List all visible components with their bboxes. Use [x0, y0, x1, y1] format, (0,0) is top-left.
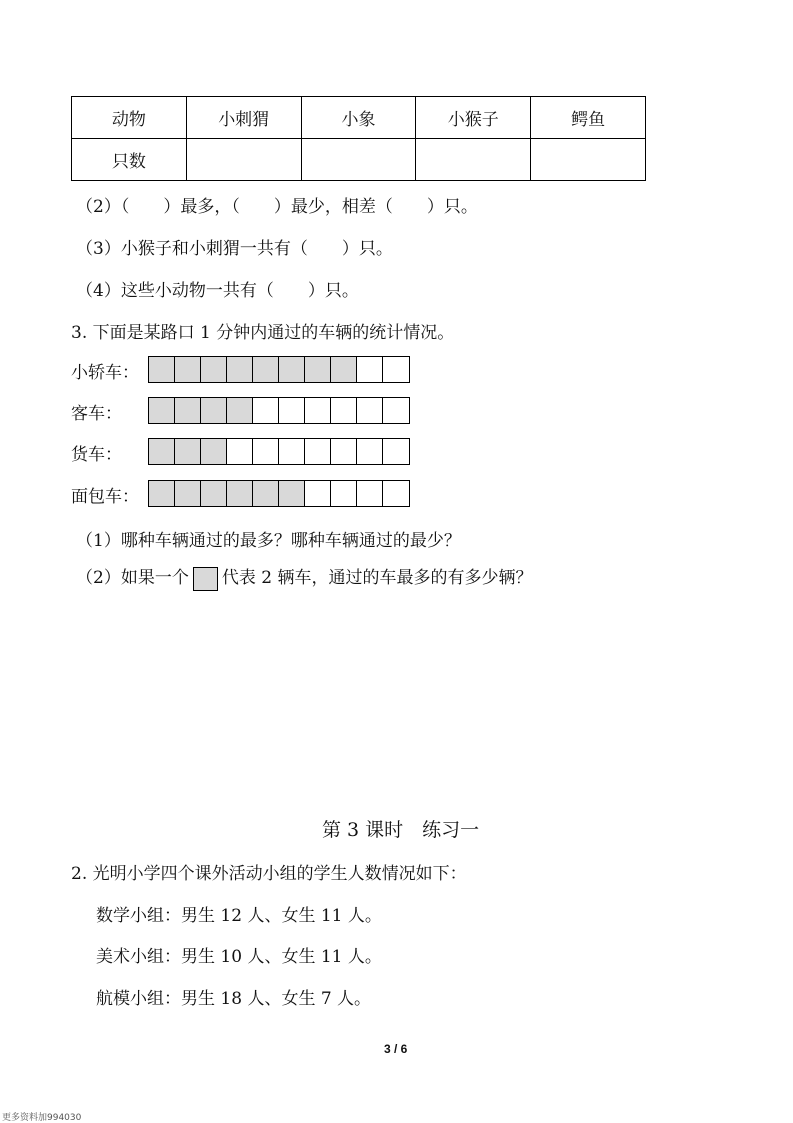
empty-cell — [279, 398, 305, 423]
vehicle-row-label: 客车： — [71, 404, 122, 424]
shaded-cell — [175, 439, 201, 464]
question-2-2: （2）（ ）最多，（ ）最少，相差（ ）只。 — [76, 197, 478, 217]
blank-answer-cell[interactable] — [531, 139, 646, 181]
empty-cell — [383, 398, 409, 423]
shaded-cell — [201, 398, 227, 423]
shaded-cell — [201, 439, 227, 464]
shaded-cell — [279, 481, 305, 506]
shaded-cell — [253, 481, 279, 506]
shaded-cell — [149, 357, 175, 382]
footer-note: 更多资料加994030 — [2, 1113, 82, 1123]
shaded-cell — [227, 398, 253, 423]
shaded-cell — [149, 481, 175, 506]
shaded-cell — [305, 357, 331, 382]
table-count-row — [72, 139, 646, 181]
shaded-cell — [227, 481, 253, 506]
empty-cell — [331, 439, 357, 464]
row-label-cell: 只数 — [72, 139, 187, 181]
question-2-3: （3）小猴子和小刺猬一共有（ ）只。 — [76, 239, 393, 259]
problem-2-title: 2. 光明小学四个课外活动小组的学生人数情况如下： — [71, 864, 467, 884]
lesson-title: 第 3 课时 练习一 — [322, 819, 480, 841]
empty-cell — [279, 439, 305, 464]
problem-3-question-2 — [76, 564, 532, 592]
shaded-cell — [201, 357, 227, 382]
shaded-cell — [175, 357, 201, 382]
empty-cell — [383, 481, 409, 506]
empty-cell — [383, 439, 409, 464]
empty-cell — [305, 439, 331, 464]
header-cell: 鳄鱼 — [531, 97, 646, 139]
empty-cell — [305, 481, 331, 506]
group-line-math: 数学小组：男生 12 人、女生 11 人。 — [96, 906, 382, 926]
problem-3-title: 3. 下面是某路口 1 分钟内通过的车辆的统计情况。 — [71, 323, 455, 343]
header-cell: 动物 — [72, 97, 187, 139]
blank-answer-cell[interactable] — [416, 139, 531, 181]
shaded-cell — [149, 398, 175, 423]
vehicle-row-label: 小轿车： — [71, 363, 139, 383]
shaded-cell — [253, 357, 279, 382]
header-cell: 小猴子 — [416, 97, 531, 139]
shaded-square-icon — [193, 567, 218, 591]
problem-3-question-1: （1）哪种车辆通过的最多？哪种车辆通过的最少？ — [76, 531, 461, 551]
empty-cell — [357, 439, 383, 464]
shaded-cell — [279, 357, 305, 382]
empty-cell — [357, 398, 383, 423]
header-cell: 小象 — [301, 97, 416, 139]
empty-cell — [357, 357, 383, 382]
question-2-suffix: 代表 2 辆车，通过的车最多的有多少辆？ — [221, 568, 533, 588]
empty-cell — [253, 439, 279, 464]
empty-cell — [331, 481, 357, 506]
page-number: 3 / 6 — [384, 1042, 408, 1056]
empty-cell — [253, 398, 279, 423]
shaded-cell — [175, 481, 201, 506]
question-2-prefix: （2）如果一个 — [76, 568, 189, 588]
shaded-cell — [227, 357, 253, 382]
group-line-model: 航模小组：男生 18 人、女生 7 人。 — [96, 989, 372, 1009]
empty-cell — [357, 481, 383, 506]
blank-answer-cell[interactable] — [186, 139, 301, 181]
header-cell: 小刺猬 — [186, 97, 301, 139]
blank-answer-cell[interactable] — [301, 139, 416, 181]
group-line-art: 美术小组：男生 10 人、女生 11 人。 — [96, 947, 382, 967]
vehicle-bar — [148, 438, 410, 465]
empty-cell — [383, 357, 409, 382]
table-header-row — [72, 97, 646, 139]
shaded-cell — [201, 481, 227, 506]
vehicle-row-label: 货车： — [71, 445, 122, 465]
vehicle-bar — [148, 480, 410, 507]
animal-count-table — [71, 96, 646, 181]
shaded-cell — [175, 398, 201, 423]
empty-cell — [305, 398, 331, 423]
vehicle-bar — [148, 356, 410, 383]
question-2-4: （4）这些小动物一共有（ ）只。 — [76, 281, 359, 301]
vehicle-bar — [148, 397, 410, 424]
empty-cell — [227, 439, 253, 464]
shaded-cell — [331, 357, 357, 382]
empty-cell — [331, 398, 357, 423]
vehicle-row-label: 面包车： — [71, 487, 139, 507]
shaded-cell — [149, 439, 175, 464]
